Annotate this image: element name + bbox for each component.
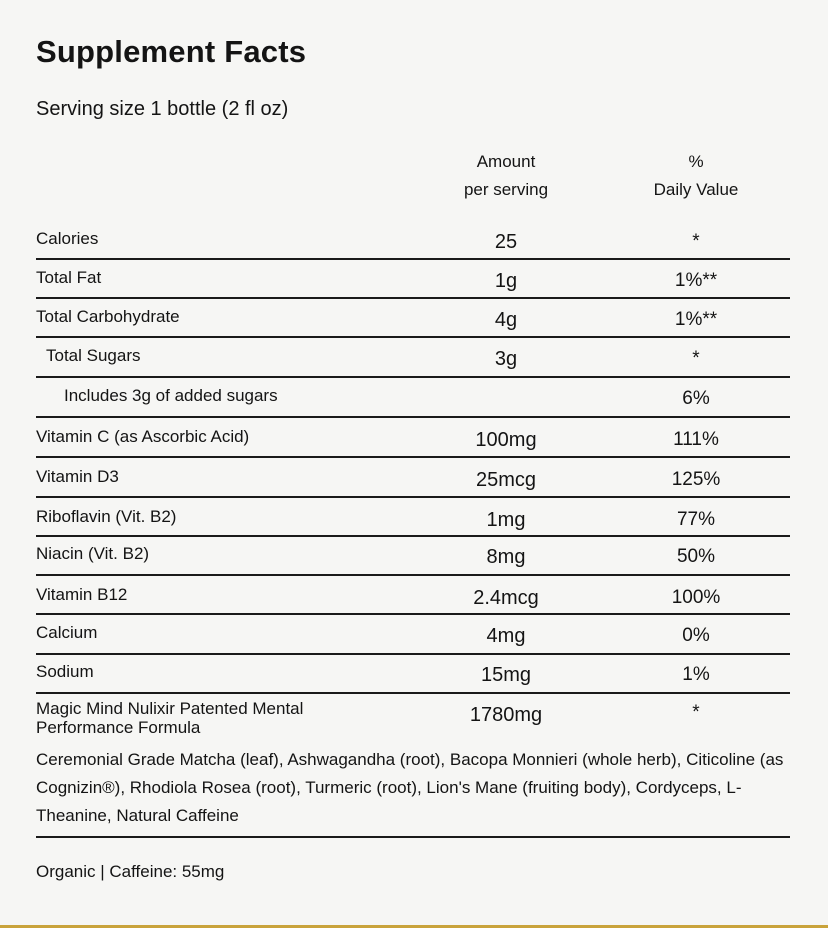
dv-header-line1: % <box>688 152 704 171</box>
nutrient-amount: 2.4mcg <box>473 587 539 609</box>
nutrient-dv: 111% <box>673 429 719 450</box>
nutrient-dv: * <box>692 231 700 252</box>
nutrient-name: Niacin (Vit. B2) <box>36 544 150 563</box>
nutrient-row-calcium <box>36 615 790 655</box>
nutrient-amount: 25 <box>494 231 518 253</box>
nutrient-dv: 1% <box>682 664 710 685</box>
nutrient-row-total-sugars <box>36 338 790 378</box>
nutrient-dv: 125% <box>671 469 721 490</box>
divider <box>36 836 790 838</box>
nutrient-dv: 50% <box>676 546 716 567</box>
nutrient-amount: 100mg <box>475 429 537 451</box>
nutrient-name: Vitamin B12 <box>36 585 128 604</box>
nutrient-dv: 0% <box>682 625 710 646</box>
nutrient-dv: 100% <box>671 587 721 608</box>
nutrient-row-vitamin-b12 <box>36 576 790 615</box>
daily-value-column-header <box>616 148 776 204</box>
nutrient-row-calories <box>36 222 790 260</box>
nutrient-row-sodium <box>36 655 790 694</box>
amount-header-line1: Amount <box>476 152 536 171</box>
nutrient-amount: 15mg <box>480 664 532 686</box>
nutrient-amount: 4g <box>494 309 518 331</box>
nutrient-row-total-carbohydrate <box>36 299 790 338</box>
nutrient-row-total-fat <box>36 260 790 299</box>
nutrient-name: Total Fat <box>36 268 102 287</box>
serving-size: Serving size 1 bottle (2 fl oz) <box>36 98 289 120</box>
nutrient-row-added-sugars <box>36 378 790 418</box>
nutrient-name: Magic Mind Nulixir Patented Mental Performance Formula <box>36 699 304 737</box>
nutrient-name: Vitamin C (as Ascorbic Acid) <box>36 427 250 446</box>
nutrient-dv: 6% <box>682 388 710 409</box>
nutrient-name: Includes 3g of added sugars <box>64 386 278 405</box>
nutrient-name: Sodium <box>36 662 94 681</box>
nutrient-dv: 1%** <box>674 270 718 291</box>
nutrient-row-formula <box>36 694 790 742</box>
nutrient-amount: 25mcg <box>475 469 537 491</box>
ingredients-list: Ceremonial Grade Matcha (leaf), Ashwagandha (root), Bacopa Monnieri (whole herb), Citicoline (as Cognizin®), Rhodiola Rosea (root), Turmeric (root), Lion's Mane (fruiting body), Cordyceps, L-Theanine, Natural Caffeine <box>36 750 784 825</box>
nutrient-dv: 1%** <box>674 309 718 330</box>
nutrient-name: Calories <box>36 229 99 248</box>
nutrient-name: Vitamin D3 <box>36 467 119 486</box>
nutrient-name: Total Sugars <box>46 346 141 365</box>
nutrient-dv: * <box>692 702 700 723</box>
footer-note: Organic | Caffeine: 55mg <box>36 862 225 881</box>
nutrient-row-vitamin-d3 <box>36 458 790 498</box>
nutrient-amount: 3g <box>494 348 518 370</box>
nutrient-amount: 1mg <box>486 509 526 531</box>
nutrient-name: Calcium <box>36 623 98 642</box>
nutrient-row-vitamin-c <box>36 418 790 458</box>
nutrient-dv: * <box>692 348 700 369</box>
amount-header-line2: per serving <box>463 180 549 199</box>
nutrient-amount: 1780mg <box>469 704 543 726</box>
nutrient-amount: 1g <box>494 270 518 292</box>
nutrient-amount: 8mg <box>486 546 526 568</box>
nutrient-dv: 77% <box>676 509 716 530</box>
nutrient-name: Total Carbohydrate <box>36 307 180 326</box>
nutrient-row-riboflavin <box>36 498 790 537</box>
dv-header-line2: Daily Value <box>653 180 739 199</box>
amount-column-header <box>426 148 586 204</box>
nutrient-name: Riboflavin (Vit. B2) <box>36 507 177 526</box>
panel-title: Supplement Facts <box>36 34 307 69</box>
nutrient-row-niacin <box>36 537 790 576</box>
nutrient-amount: 4mg <box>486 625 526 647</box>
